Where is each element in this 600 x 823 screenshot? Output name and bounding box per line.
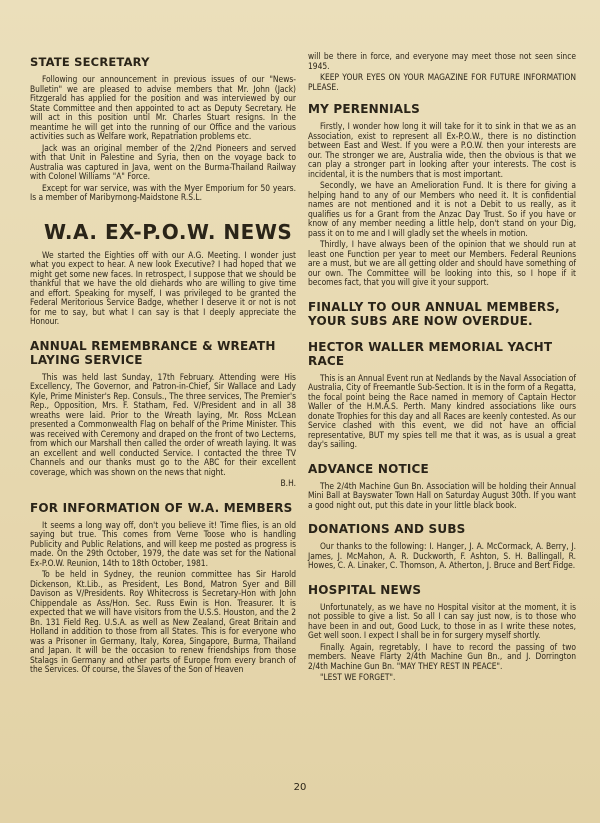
remembrance-section [30, 339, 296, 489]
continuation-section [308, 52, 576, 92]
paragraph: Jack was an original member of the 2/2nd Pioneers and served with that Unit in Palestine and Syria, then on the voyage back to Australia was captured in Java, went on the Burma-Thailand Railway with Colonel Williams "A" Force. [30, 142, 296, 181]
state-secretary-section [30, 56, 296, 203]
paragraph: To be held in Sydney, the reunion committee has Sir Harold Dickenson, Kt.Lib., as President, Les Bond, Matron Syer and Bill Davison as V/Presidents. Roy Whitecross is Secretary-Hon with John Chippendale as Ass/Hon. Sec. Russ Ewin is Hon. Treasurer. It is expected that we will have visitors from the U.S.S. Houston, and the 2 Bn. 131 Field Reg. U.S.A. as well as New Zealand, Great Britain and Holland in addition to those from all States. This is for everyone who was a Prisoner in Germany, Italy, Korea, Singapore, Burma, Thailand and Japan. It will be the occasion to renew friendships from those Stalags in Germany and other parts of Europe from every branch of the Services. Of course, the Slaves of the Son of Heaven [30, 569, 296, 674]
paragraph: KEEP YOUR EYES ON YOUR MAGAZINE FOR FUTURE INFORMATION PLEASE. [308, 72, 576, 92]
remembrance-heading: ANNUAL REMEMBRANCE & WREATH LAYING SERVICE [30, 338, 276, 367]
advance-heading: ADVANCE NOTICE [308, 461, 429, 476]
advance-section [308, 462, 576, 511]
perennials-section [308, 102, 576, 288]
paragraph: We started the Eighties off with our A.G. Meeting. I wonder just what you expect to hear. A new look Executive? I had hoped that we might get some new faces. In retrospect, I suppose that we should be thankful that we have the old diehards who are willing to give time and effort. Speaking for myself, I was privileged to be granted the Federal Meritorious Service Badge, whether I deserve it or not is not for me to say, but what I can say is that I deeply appreciate the Honour. [30, 249, 296, 326]
paragraph: Secondly, we have an Amelioration Fund. It is there for giving a helping hand to any of our Members who need it. It is confidential names are not mentioned and it is not a Debit to us really, as it qualifies us for a Grant from the Anzac Day Trust. So if you have or know of any member needing a little help, don't stand on your Dig, pass it on to me and I will gladly set the wheels in motion. [308, 180, 576, 238]
information-heading: FOR INFORMATION OF W.A. MEMBERS [30, 500, 293, 515]
right-column [308, 52, 576, 695]
finally-section [308, 300, 576, 328]
donations-section [308, 522, 576, 571]
paragraph: This is an Annual Event run at Nedlands by the Naval Association of Australia, City of Freemantle Sub-Section. It is in the form of a Regatta, the focal point being the Race named in memory of Captain Hector Waller of the H.M.A.S. Perth. Many kindred associations like ours donate Trophies for this day and all Races are keenly contested. As our Service clashed with this event, we did not have an official representative, BUT my spies tell me that it was, as is usual a great day's sailing. [308, 372, 576, 449]
perennials-heading: MY PERENNIALS [308, 102, 420, 116]
paragraph: It seems a long way off, don't you believe it! Time flies, is an old saying but true. This comes from Verne Toose who is handling Publicity and Public Relations, and will keep me posted as progress is made. On the 29th October, 1979, the date was set for the National Ex-P.O.W. Reunion, 14th to 18th October, 1981. [30, 519, 296, 568]
paragraph: Following our announcement in previous issues of our "News-Bulletin" we are pleased to advise members that Mr. John (Jack) Fitzgerald has applied for the position and was interviewed by our State Committee and then appointed to act as Deputy Secretary. He will act in this position until Mr. Charles Stuart resigns. In the meantime he will get into the running of our Office and the various activities such as Welfare work, Repatriation problems etc. [30, 74, 296, 141]
paragraph: Thirdly, I have always been of the opinion that we should run at least one Function per year to meet our Members. Federal Reunions are a must, but we are all getting older and should have something of our own. The Committee will be looking into this, so I hope if it becomes fact, that you will give it your support. [308, 239, 576, 287]
paragraph: Finally. Again, regretably, I have to record the passing of two members. Neave Flarty 2/4th Machine Gun Bn., and J. Dorrington 2/4th Machine Gun Bn. "MAY THEY REST IN PEACE". [308, 641, 576, 671]
paragraph: "LEST WE FORGET". [320, 672, 396, 682]
paragraph: The 2/4th Machine Gun Bn. Association will be holding their Annual Mini Ball at Bayswater Town Hall on Saturday August 30th. If you want a good night out, put this date in your little black book. [308, 480, 576, 510]
paragraph: Our thanks to the following: I. Hanger, J. A. McCormack, A. Berry, J. James, J. McMahon, A. R. Duckworth, F. Ashton, S. H. Ballingall, R. Howes, C. A. Linaker, C. Thomson, A. Atherton, J. Bruce and Bert Fidge. [308, 541, 576, 570]
paragraph: Unfortunately, as we have no Hospital visitor at the moment, it is not possible to give a list. So all I can say just now, is to those who have been in and out, Good Luck, to those in as I write these notes, Get well soon. I expect I shall be in for surgery myself shortly. [308, 601, 576, 640]
wa-news-section [30, 221, 296, 327]
paragraph: This was held last Sunday, 17th February. Attending were His Excellency, The Governor, and Patron-in-Chief, Sir Wallace and Lady Kyle, Prime Minister's Rep. Consuls., The three services, The Premier's Rep., Opposition, Mrs. F. Statham, Fed. V/President and in all 38 wreaths were laid. Prior to the Wreath laying, Mr. Ross McLean presented a Commonwealth Flag on behalf of the Prime Minister. This was received with Ceremony and draped on the front of two Lecterns, from which our Marshall then called the order of wreath laying. It was an excellent and well conducted Service. I contacted the three TV Channels and our thanks must go to the ABC for their excellent coverage, which was shown on the news that night. [30, 371, 296, 477]
wa-news-heading: W.A. EX-P.O.W. NEWS [44, 219, 293, 244]
information-section [30, 501, 296, 675]
left-column [30, 56, 296, 687]
hospital-heading: HOSPITAL NEWS [308, 582, 422, 597]
paragraph: Except for war service, was with the Myer Emporium for 50 years. Is a member of Maribyrnong-Maidstone R.S.L. [30, 182, 296, 202]
signature: B.H. [280, 478, 296, 488]
page-number: 20 [293, 782, 307, 793]
hospital-section [308, 583, 576, 683]
hector-section [308, 340, 576, 450]
hector-heading: HECTOR WALLER MEMORIAL YACHT RACE [308, 339, 553, 368]
finally-heading: FINALLY TO OUR ANNUAL MEMBERS, YOUR SUBS ARE NOW OVERDUE. [308, 299, 560, 328]
paragraph: Firstly, I wonder how long it will take for it to sink in that we as an Association, exist to represent all Ex-P.O.W., there is no distinction between East and West. If you were a P.O.W. then your interests are our. The stronger we are, Australia wide, then the obvious is that we can play a stronger part in looking after your interests. The cost is incidental, it is the numbers that is most important. [308, 121, 576, 179]
donations-heading: DONATIONS AND SUBS [308, 522, 466, 536]
state-secretary-heading: STATE SECRETARY [30, 55, 150, 69]
paragraph: will be there in force, and everyone may meet those not seen since 1945. [308, 51, 576, 71]
